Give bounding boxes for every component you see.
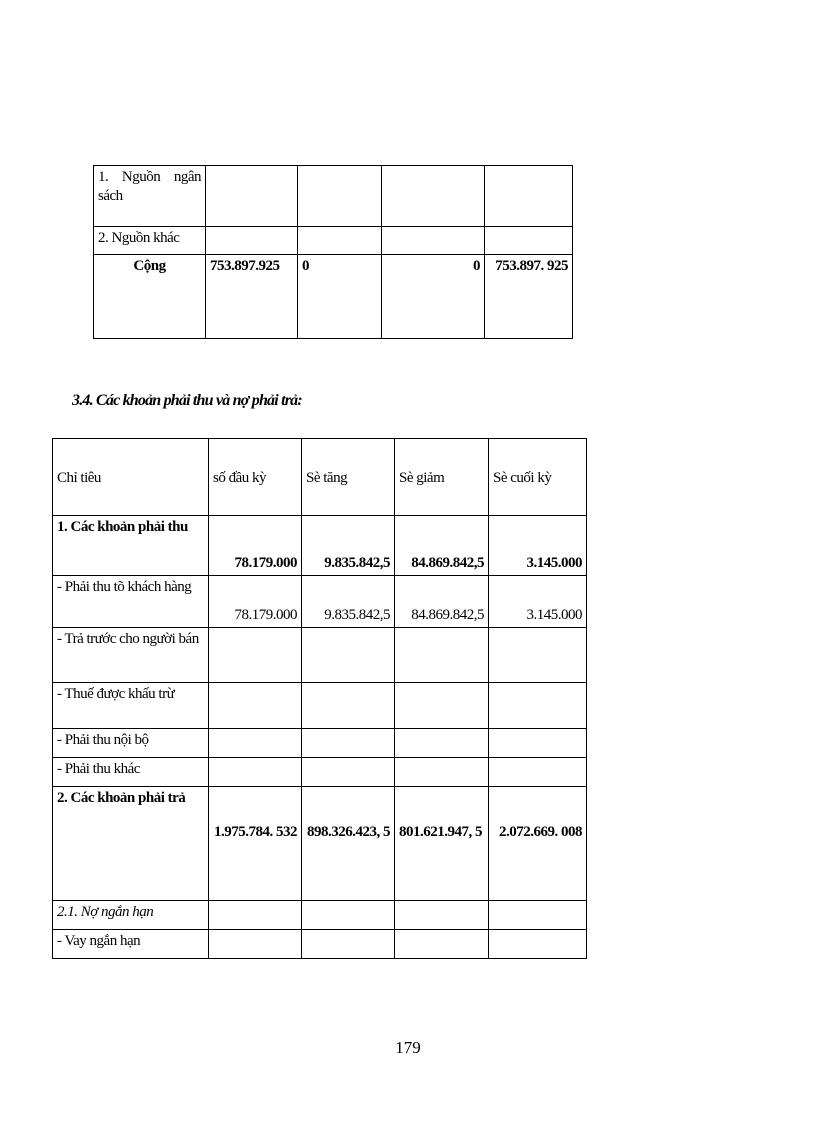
table-cell: - Vay ngắn hạn [53,930,209,959]
table-cell: 9.835.842,5 [302,516,395,576]
table-cell [489,683,587,729]
table-cell [395,758,489,787]
table-cell: 0 [298,255,382,339]
table-row [53,901,587,930]
table-cell [489,901,587,930]
table-cell: 9.835.842,5 [302,576,395,628]
table-cell: - Phải thu khác [53,758,209,787]
table-row [53,516,587,576]
table-cell: - Thuế được khấu trừ [53,683,209,729]
table-cell [395,729,489,758]
table-cell [206,166,298,227]
table-cell: 1.975.784. 532 [209,787,302,901]
table-row [53,576,587,628]
table-row [53,787,587,901]
table-cell: 753.897. 925 [485,255,573,339]
table-cell: 753.897.925 [206,255,298,339]
table-cell: 3.145.000 [489,576,587,628]
table-row [53,758,587,787]
table-cell: 1. Các khoản phải thu [53,516,209,576]
table-row [53,930,587,959]
table-cell [209,683,302,729]
table-cell [485,166,573,227]
table-cell [298,227,382,255]
table-cell [489,758,587,787]
table-cell: 2.072.669. 008 [489,787,587,901]
table-cell: - Phải thu nội bộ [53,729,209,758]
table-cell [489,930,587,959]
table-cell: 84.869.842,5 [395,516,489,576]
table-cell [209,758,302,787]
table-cell: 78.179.000 [209,516,302,576]
table-cell: - Phải thu tõ khách hàng [53,576,209,628]
table-cell: 0 [382,255,485,339]
column-header: Sè cuối kỳ [489,439,587,516]
table-row [94,227,573,255]
section-title: 3.4. Các khoản phải thu và nợ phải trả: [72,392,302,409]
table-cell: 2.1. Nợ ngắn hạn [53,901,209,930]
table-cell [209,930,302,959]
column-header: số đầu kỳ [209,439,302,516]
table-header-row [53,439,587,516]
table-cell [302,628,395,683]
table-row [94,166,573,227]
column-header: Sè tăng [302,439,395,516]
table-cell [395,628,489,683]
table-cell: 84.869.842,5 [395,576,489,628]
table-cell [209,628,302,683]
table-cell [206,227,298,255]
table-cell: 2. Nguồn khác [94,227,206,255]
table-cell: 3.145.000 [489,516,587,576]
table-cell [395,930,489,959]
table-cell [302,729,395,758]
table-cell: 2. Các khoản phải trả [53,787,209,901]
table-row [94,255,573,339]
table-cell [395,683,489,729]
table-row [53,683,587,729]
table-row [53,628,587,683]
table-cell [382,227,485,255]
table-cell [382,166,485,227]
page-number: 179 [395,1038,421,1057]
table-cell: 1. Nguồn ngân sách [94,166,206,227]
table-cell [298,166,382,227]
table-cell [485,227,573,255]
table-cell [489,729,587,758]
table-cell [209,729,302,758]
source-table [93,165,573,339]
table-cell: 78.179.000 [209,576,302,628]
receivables-payables-table [52,438,587,959]
table-cell [302,758,395,787]
column-header: Chỉ tiêu [53,439,209,516]
table-cell: - Trả trước cho người bán [53,628,209,683]
table-cell [302,901,395,930]
column-header: Sè giảm [395,439,489,516]
total-label: Cộng [94,255,206,339]
table-cell: 898.326.423, 5 [302,787,395,901]
table-cell [209,901,302,930]
table-cell [302,683,395,729]
table-cell: 801.621.947, 5 [395,787,489,901]
table-cell [489,628,587,683]
table-cell [395,901,489,930]
table-row [53,729,587,758]
table-cell [302,930,395,959]
